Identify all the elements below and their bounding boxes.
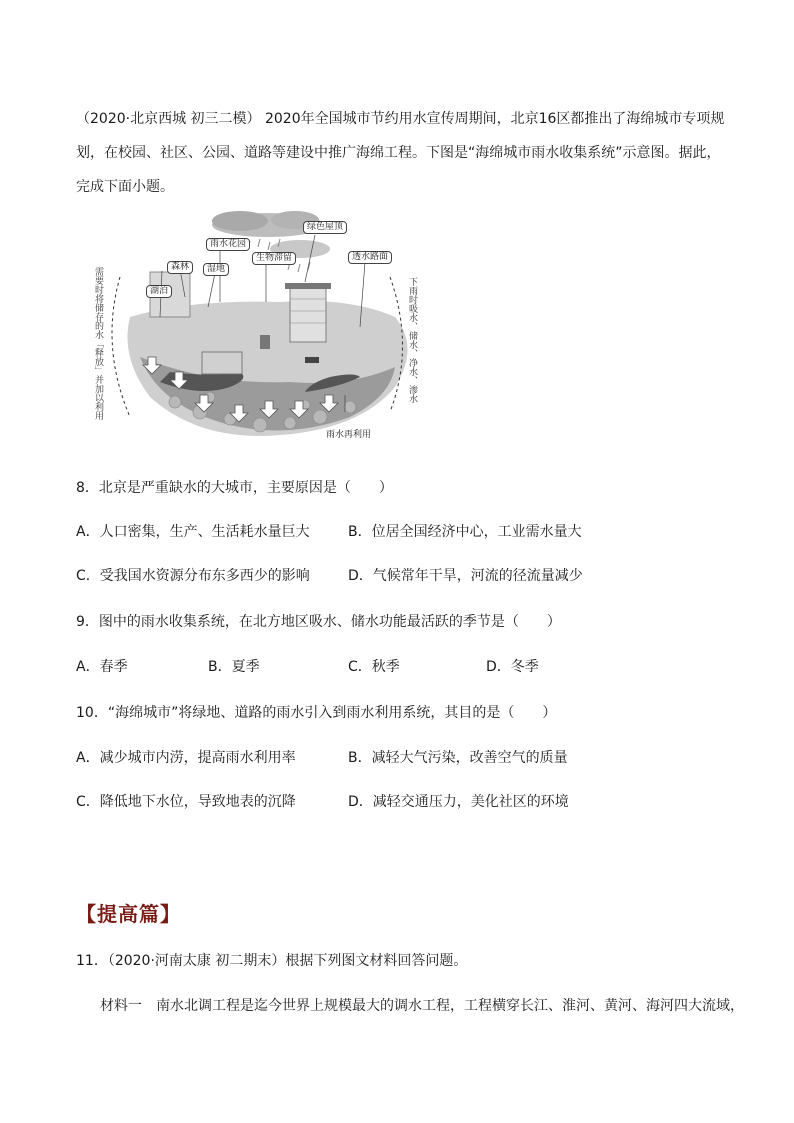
question-8-option-a: A．人口密集，生产、生活耗水量巨大 [76, 524, 310, 540]
question-9-option-b: B．夏季 [208, 659, 260, 675]
question-10-option-d: D．减轻交通压力，美化社区的环境 [348, 794, 569, 810]
label-green-roof: 绿色屋顶 [303, 221, 347, 234]
left-note: 需要时将储存的水「释放」并加以利用 [93, 267, 103, 420]
label-wetland: 湿地 [203, 263, 229, 276]
question-10-stem: 10．“海绵城市”将绿地、道路的雨水引入到雨水利用系统，其目的是（ ） [76, 705, 557, 721]
question-8-option-b: B．位居全国经济中心，工业需水量大 [348, 524, 582, 540]
question-10-option-c: C．降低地下水位，导致地表的沉降 [76, 794, 296, 810]
question-9-stem: 9．图中的雨水收集系统，在北方地区吸水、储水功能最活跃的季节是（ ） [76, 614, 561, 630]
label-permeable-road: 透水路面 [348, 251, 392, 264]
intro-paragraph [76, 102, 726, 204]
question-9-option-d: D．冬季 [486, 659, 539, 675]
label-rain-garden: 雨水花园 [206, 238, 250, 251]
diagram-graphic [90, 207, 430, 447]
label-rain-reuse: 雨水再利用 [326, 430, 372, 440]
question-9-option-a: A．春季 [76, 659, 128, 675]
sponge-city-diagram [90, 207, 430, 447]
question-10-option-b: B．减轻大气污染，改善空气的质量 [348, 750, 568, 766]
question-10-option-a: A．减少城市内涝，提高雨水利用率 [76, 750, 296, 766]
label-forest: 森林 [167, 261, 193, 274]
question-8-option-c: C．受我国水资源分布东多西少的影响 [76, 568, 310, 584]
question-8-stem: 8．北京是严重缺水的大城市，主要原因是（ ） [76, 480, 393, 496]
right-note: 下雨时吸水、储水、净水、渗水 [407, 277, 417, 403]
intro-source: （2020·北京西城 初三二模） [76, 111, 261, 127]
question-11-material: 材料一 南水北调工程是迄今世界上规模最大的调水工程，工程横穿长江、淮河、黄河、海河四大流域， [100, 998, 744, 1014]
section-title: 【提高篇】 [76, 902, 181, 926]
question-8-option-d: D．气候常年干旱，河流的径流量减少 [348, 568, 583, 584]
question-11-stem: 11．（2020·河南太康 初二期末）根据下列图文材料回答问题。 [76, 953, 468, 969]
label-lake: 湖泊 [146, 285, 172, 298]
intro-text: 2020年全国城市节约用水宣传周期间，北京16区都推出了海绵城市专项规划，在校园、社区、公园、道路等建设中推广海绵工程。下图是“海绵城市雨水收集系统”示意图。据此，完成下面小题。 [76, 111, 725, 195]
question-9-option-c: C．秋季 [348, 659, 400, 675]
label-bio-retention: 生物滞留 [252, 252, 296, 265]
